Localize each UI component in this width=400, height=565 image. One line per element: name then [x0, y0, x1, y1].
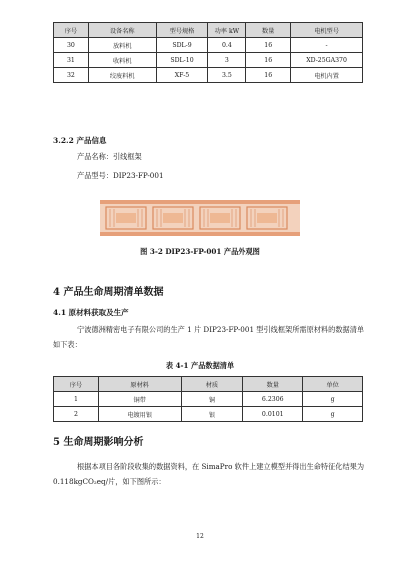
table-cell: 31 — [54, 53, 89, 68]
frame-rail-bottom — [100, 232, 300, 236]
paragraph: 宁波德洲精密电子有限公司的生产 1 片 DIP23-FP-001 型引线框架所需原材料的数据清单如下表： — [53, 325, 365, 349]
product-model-line: 产品型号：DIP23-FP-001 — [77, 171, 164, 180]
table-row — [54, 38, 363, 53]
figure-caption: 图 3-2 DIP23-FP-001 产品外观图 — [140, 247, 260, 256]
table-header-row — [54, 23, 363, 38]
header-cell: 数量 — [243, 377, 303, 392]
table-cell: 绞废料机 — [88, 68, 156, 83]
table-header-row — [54, 377, 363, 392]
chapter-heading: 4 产品生命周期清单数据 — [53, 287, 164, 298]
product-name-line: 产品名称：引线框架 — [77, 152, 142, 161]
table-cell: 1 — [54, 392, 99, 407]
table-cell: 6.2306 — [243, 392, 303, 407]
table-cell: g — [303, 392, 363, 407]
table-row — [54, 407, 363, 422]
header-cell: 单位 — [303, 377, 363, 392]
table-row — [54, 392, 363, 407]
header-cell: 设备名称 — [88, 23, 156, 38]
table-cell: g — [303, 407, 363, 422]
table-cell: XD-25GA370 — [291, 53, 363, 68]
table-cell: 16 — [246, 68, 291, 83]
table-cell: 电机内置 — [291, 68, 363, 83]
product-data-table — [53, 376, 363, 422]
paragraph: 根据本项目各阶段收集的数据资料，在 SimaPro 软件上建立模型并得出生命特征化结果为 0.118kgCO₂eq/片，如下图所示： — [53, 462, 365, 486]
header-cell: 材质 — [181, 377, 243, 392]
sub-heading: 4.1 原材料获取及生产 — [53, 308, 129, 317]
table-title: 表 4-1 产品数据清单 — [165, 361, 235, 370]
header-cell: 型号规格 — [156, 23, 208, 38]
table-cell: 2 — [54, 407, 99, 422]
table-row — [54, 53, 363, 68]
table-cell: XF-5 — [156, 68, 208, 83]
chapter-heading: 5 生命周期影响分析 — [53, 437, 144, 448]
table-row — [54, 68, 363, 83]
equipment-table — [53, 22, 363, 83]
table-cell: 银 — [181, 407, 243, 422]
table-cell: 0.0101 — [243, 407, 303, 422]
header-cell: 序号 — [54, 377, 99, 392]
header-cell: 序号 — [54, 23, 89, 38]
section-heading: 3.2.2 产品信息 — [53, 136, 107, 145]
table-cell: - — [291, 38, 363, 53]
table-cell: 铜 — [181, 392, 243, 407]
table-cell: 铜带 — [98, 392, 181, 407]
table-cell: 收料机 — [88, 53, 156, 68]
table-cell: 30 — [54, 38, 89, 53]
table-cell: SDL-9 — [156, 38, 208, 53]
header-cell: 功率 kW — [208, 23, 246, 38]
table-cell: SDL-10 — [156, 53, 208, 68]
header-cell: 数量 — [246, 23, 291, 38]
table-cell: 32 — [54, 68, 89, 83]
header-cell: 电机型号 — [291, 23, 363, 38]
table-cell: 3 — [208, 53, 246, 68]
frame-rail-top — [100, 200, 300, 204]
table-cell: 电镀用银 — [98, 407, 181, 422]
table-cell: 16 — [246, 53, 291, 68]
header-cell: 原材料 — [98, 377, 181, 392]
table-cell: 放料机 — [88, 38, 156, 53]
lead-frame-image — [100, 198, 300, 238]
table-cell: 16 — [246, 38, 291, 53]
table-cell: 0.4 — [208, 38, 246, 53]
table-cell: 3.5 — [208, 68, 246, 83]
page-number: 12 — [196, 533, 204, 540]
